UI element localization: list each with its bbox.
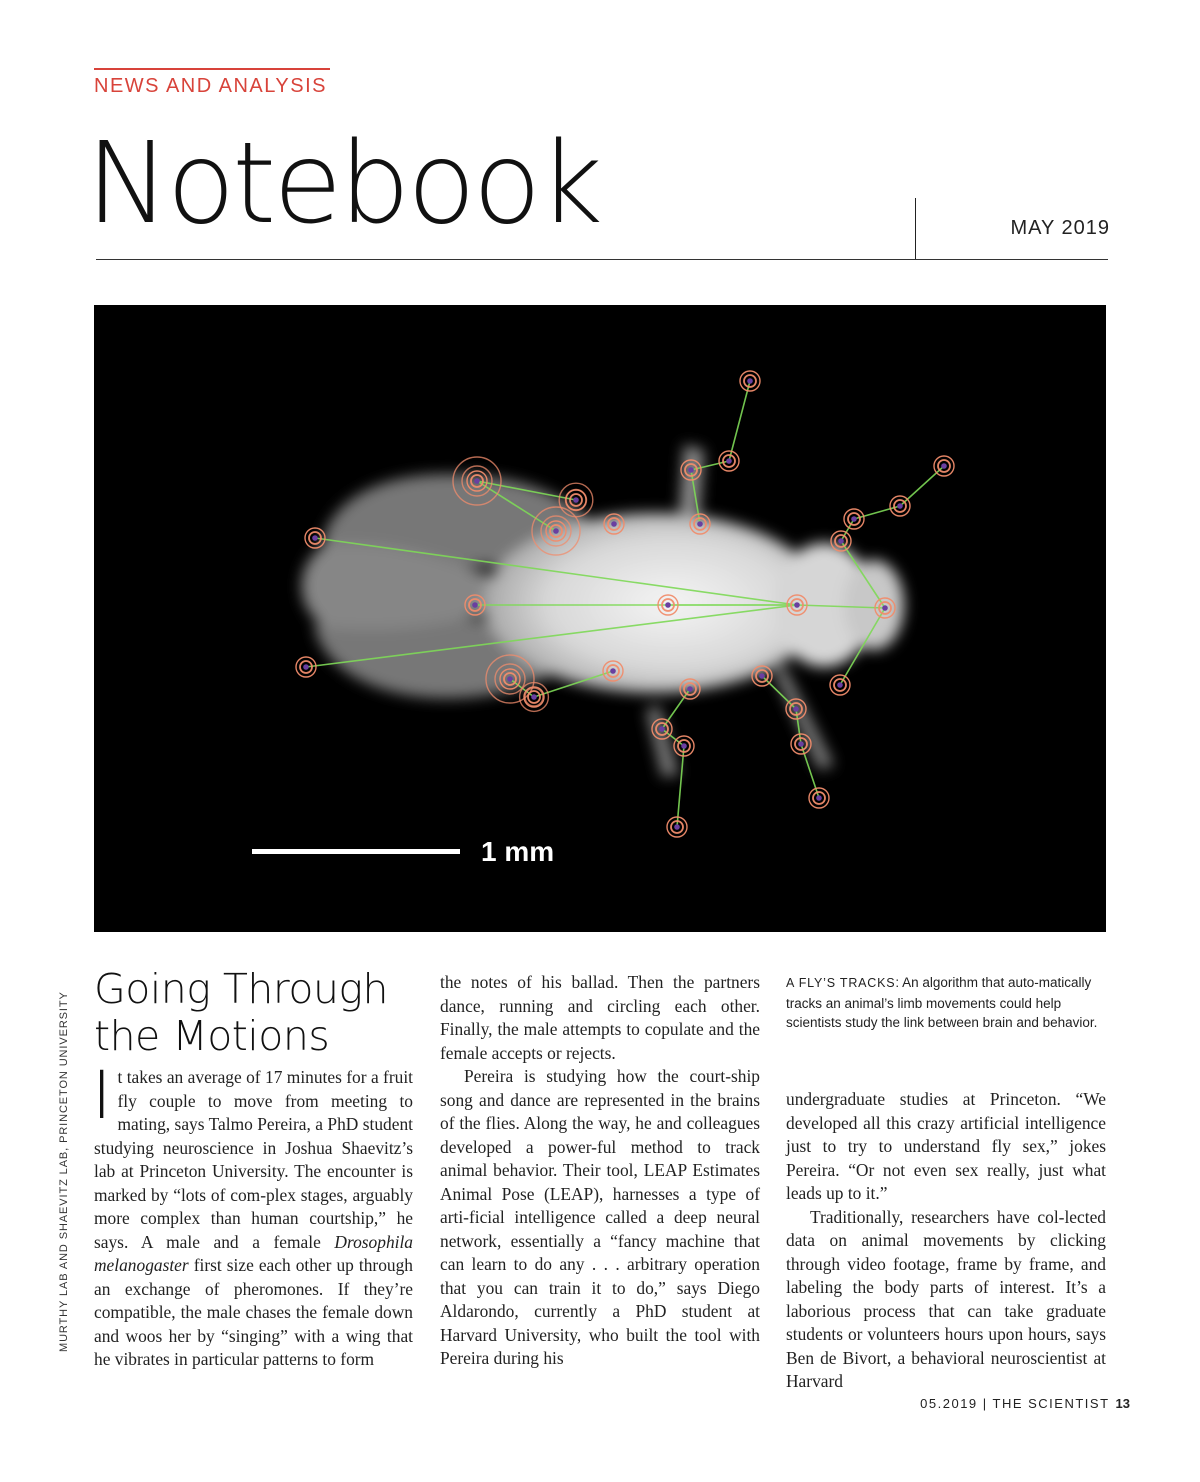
- paragraph: undergraduate studies at Princeton. “We developed all this crazy artificial intelligence just to try to understand fly sex,” jokes Pereira. “Or not even sex really, just what leads up to it.”: [786, 1089, 1106, 1203]
- keypoint-marker: [740, 371, 760, 391]
- track-line: [662, 689, 690, 729]
- article-column-2: [440, 971, 760, 1371]
- page-number: 13: [1115, 1396, 1130, 1411]
- track-line: [729, 381, 750, 461]
- scale-bar: [252, 836, 554, 867]
- paragraph: Pereira is studying how the court-ship song and dance are represented in the brains of the flies. Along the way, he and colleagues developed a power-ful method to track animal behavior. Their tool, LEAP Estimates Animal Pose (LEAP), harnesses a type of arti-ficial intelligence called a deep neural network, essentially a “fancy machine that can learn to do any . . . arbitrary operation that you can train it to do,” says Diego Aldarondo, currently a PhD student at Harvard University, who built the tool with Pereira during his: [440, 1066, 760, 1368]
- body-text: t takes an average of 17 minutes for a fruit fly couple to move from meeting to mating, says Talmo Pereira, a PhD student studying neuroscience in Joshua Shaevitz’s lab at Princeton University. The encounter is marked by “lots of com-plex stages, arguably more complex than human courtship,” he says. A male and a female: [94, 1067, 413, 1252]
- article-column-3: [786, 1088, 1106, 1394]
- keypoint-marker: [830, 675, 850, 695]
- fly-silhouette: [302, 445, 905, 777]
- paragraph: the notes of his ballad. Then the partners dance, running and circling each other. Finally, the male attempts to copulate and the female accepts or rejects.: [440, 972, 760, 1063]
- paragraph: Traditionally, researchers have col-lected data on animal movements by clicking through video footage, frame by frame, and labeling the body parts of interest. It’s a laborious process that can take graduate students or volunteers hours upon hours, says Ben de Bivort, a behavioral neuroscientist at Harvard: [786, 1206, 1106, 1391]
- caption-text: : An algorithm that auto-matically tracks an animal’s limb movements could help scientists study the link between brain and behavior.: [786, 975, 1098, 1030]
- track-line: [677, 746, 684, 827]
- keypoint-marker: [520, 683, 549, 712]
- keypoint-marker: [934, 456, 954, 476]
- article-column-1: [92, 1057, 413, 1372]
- fly-pose-figure: [94, 305, 1106, 932]
- keypoint-marker: [296, 657, 316, 677]
- photo-credit-text: MURTHY LAB AND SHAEVITZ LAB, PRINCETON UNIVERSITY: [58, 991, 70, 1352]
- keypoint-marker: [719, 451, 739, 471]
- scale-bar-line: [252, 849, 460, 854]
- section-title: Notebook: [86, 119, 601, 249]
- section-rule: [94, 68, 330, 70]
- species-name: Drosophila melanogaster: [94, 1231, 413, 1275]
- caption-lead: A FLY’S TRACKS: [786, 976, 896, 990]
- fly-tracking-image: [94, 305, 1106, 932]
- keypoint-marker: [844, 509, 864, 529]
- section-label: NEWS AND ANALYSIS: [94, 75, 327, 97]
- track-line: [841, 519, 854, 541]
- keypoint-marker: [809, 788, 829, 808]
- keypoint-marker: [890, 496, 910, 516]
- header-divider: [915, 198, 916, 260]
- track-line: [900, 466, 944, 506]
- article-headline: Going Through the Motions: [94, 965, 389, 1060]
- photo-credit: [58, 991, 78, 1352]
- issue-date: MAY 2019: [1010, 217, 1110, 239]
- body-text: first size each other up through an exchange of pheromones. If they’re compatible, the male chases the female down and woos her by “singing” with a wing that he vibrates in particular patterns to form: [94, 1255, 413, 1369]
- page-footer: [840, 1396, 1130, 1411]
- keypoint-marker: [305, 528, 325, 548]
- drop-cap: I: [92, 1057, 112, 1134]
- header-rule: [96, 259, 1108, 260]
- figure-caption: [786, 973, 1106, 1033]
- footer-issue: 05.2019 | THE SCIENTIST: [920, 1396, 1110, 1411]
- scale-bar-label: 1 mm: [481, 836, 555, 867]
